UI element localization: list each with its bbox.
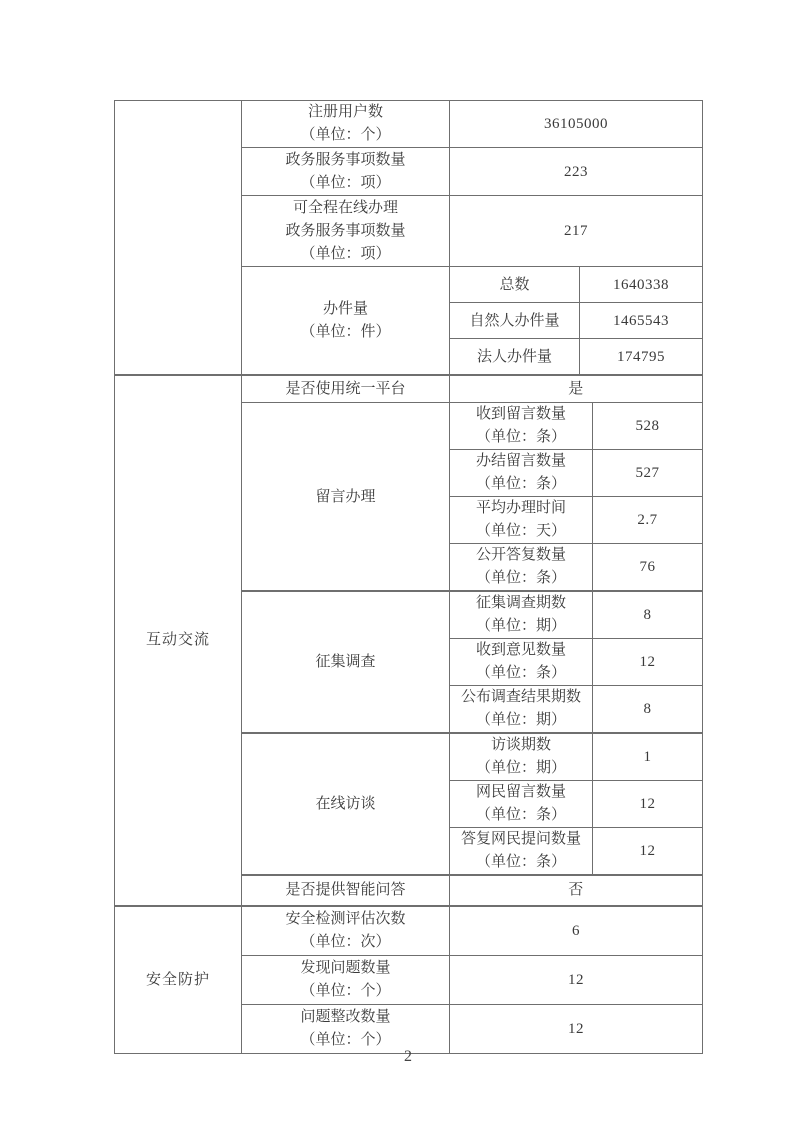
metric-unit: （单位：条）	[475, 476, 566, 492]
group-cell-security	[115, 906, 242, 1053]
metric-unit: （单位：项）	[300, 245, 391, 262]
metric-label: 访谈期数	[490, 737, 551, 753]
cell-case-natural-label: 自然人办件量	[450, 303, 580, 339]
metric-label: 问题整改数量	[300, 1008, 391, 1025]
metric-label: 发现问题数量	[300, 959, 391, 976]
metric-unit: （单位：期）	[475, 712, 566, 728]
metric-unit: （单位：天）	[475, 523, 566, 539]
value-full-online-items: 217	[450, 196, 703, 267]
group-cell-interaction	[115, 376, 242, 906]
value-msg-public-reply: 76	[593, 544, 703, 592]
value-interview-replies: 12	[593, 828, 703, 876]
value-survey-results: 8	[593, 686, 703, 734]
group-cell-blank	[115, 101, 242, 375]
metric-label: 公开答复数量	[475, 547, 566, 563]
metric-unit: （单位：个）	[300, 982, 391, 999]
group-label-security: 安全防护	[145, 971, 210, 988]
metric-label: 公布调查结果期数	[460, 689, 581, 705]
value-interview-periods: 1	[593, 733, 703, 781]
metric-unit: （单位：条）	[475, 807, 566, 823]
metric-label: 收到意见数量	[475, 642, 566, 658]
metric-label-line2: 政务服务事项数量	[285, 222, 406, 239]
metric-unit: （单位：期）	[475, 618, 566, 634]
cell-case-total-label: 总数	[450, 267, 580, 303]
metric-unit: （单位：条）	[475, 854, 566, 870]
cell-case-volume	[242, 267, 450, 375]
metric-label: 办结留言数量	[475, 453, 566, 469]
metric-label: 征集调查期数	[475, 595, 566, 611]
cell-registered-users	[242, 101, 450, 148]
report-table	[114, 100, 702, 1054]
value-smart-qa: 否	[450, 875, 703, 905]
value-registered-users: 36105000	[450, 101, 703, 148]
metric-unit: （单位：条）	[475, 570, 566, 586]
cell-full-online-items	[242, 196, 450, 267]
value-msg-received: 528	[593, 403, 703, 450]
value-msg-completed: 527	[593, 450, 703, 497]
metric-unit: （单位：期）	[475, 760, 566, 776]
metric-label: 办件量	[322, 300, 368, 317]
cell-survey-periods	[450, 591, 593, 639]
metric-label: 平均办理时间	[475, 500, 566, 516]
metric-unit: （单位：条）	[475, 429, 566, 445]
section-general	[114, 100, 703, 375]
cell-unified-platform: 是否使用统一平台	[242, 376, 450, 403]
metric-label: 网民留言数量	[475, 784, 566, 800]
value-unified-platform: 是	[450, 376, 703, 403]
section-security	[114, 906, 703, 1054]
value-survey-periods: 8	[593, 591, 703, 639]
cell-case-legal-label: 法人办件量	[450, 339, 580, 375]
metric-unit: （单位：件）	[300, 323, 391, 340]
cell-msg-received	[450, 403, 593, 450]
value-survey-opinions: 12	[593, 639, 703, 686]
cell-security-checks	[242, 906, 450, 955]
metric-unit: （单位：条）	[475, 665, 566, 681]
cell-interview: 在线访谈	[242, 733, 450, 875]
cell-survey-results	[450, 686, 593, 734]
cell-interview-periods	[450, 733, 593, 781]
metric-unit: （单位：次）	[300, 933, 391, 950]
value-service-items: 223	[450, 148, 703, 196]
value-interview-messages: 12	[593, 781, 703, 828]
cell-smart-qa: 是否提供智能问答	[242, 875, 450, 905]
value-case-natural: 1465543	[580, 303, 703, 339]
cell-msg-avg-time	[450, 497, 593, 544]
metric-label: 答复网民提问数量	[460, 831, 581, 847]
cell-problems-rectified	[242, 1004, 450, 1053]
cell-service-items	[242, 148, 450, 196]
group-label-interaction: 互动交流	[145, 632, 210, 649]
cell-interview-messages	[450, 781, 593, 828]
metric-unit: （单位：个）	[300, 1031, 391, 1048]
metric-unit: （单位：项）	[300, 174, 391, 191]
cell-survey: 征集调查	[242, 591, 450, 733]
metric-label: 注册用户数	[307, 104, 383, 120]
value-case-total: 1640338	[580, 267, 703, 303]
metric-unit: （单位：个）	[300, 127, 391, 143]
metric-label: 安全检测评估次数	[285, 910, 406, 927]
value-problems-rectified: 12	[450, 1004, 703, 1053]
cell-msg-completed	[450, 450, 593, 497]
page-number: 2	[404, 1048, 412, 1065]
value-problems-found: 12	[450, 955, 703, 1004]
value-case-legal: 174795	[580, 339, 703, 375]
cell-message-handling: 留言办理	[242, 403, 450, 592]
section-interaction	[114, 375, 703, 906]
metric-label-line1: 可全程在线办理	[292, 199, 398, 216]
value-msg-avg-time: 2.7	[593, 497, 703, 544]
metric-label: 政务服务事项数量	[285, 151, 406, 168]
cell-survey-opinions	[450, 639, 593, 686]
cell-interview-replies	[450, 828, 593, 876]
cell-msg-public-reply	[450, 544, 593, 592]
value-security-checks: 6	[450, 906, 703, 955]
cell-problems-found	[242, 955, 450, 1004]
metric-label: 收到留言数量	[475, 406, 566, 422]
